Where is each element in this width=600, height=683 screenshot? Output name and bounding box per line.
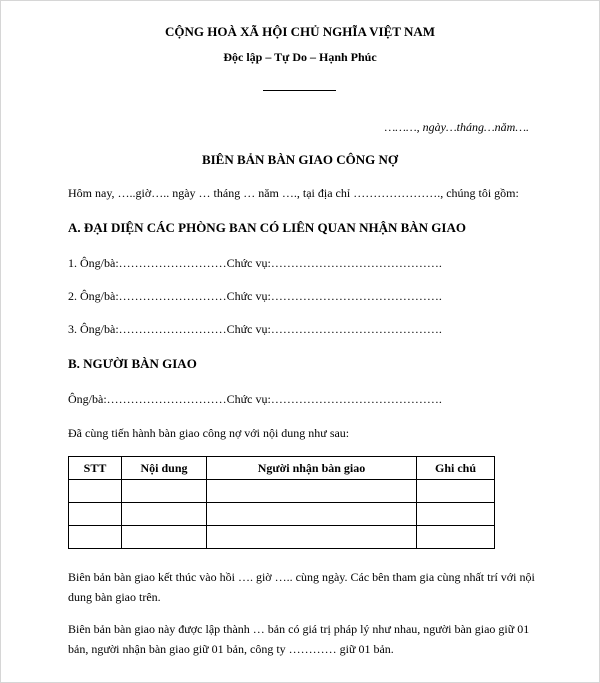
table-cell: [122, 480, 207, 503]
closing-line: Biên bản bàn giao này được lập thành … bản có giá trị pháp lý như nhau, người bàn giao giữ 01: [68, 622, 530, 636]
representative-line: 2. Ông/bà:………………………Chức vụ:…………………………………….: [68, 289, 442, 303]
table-cell: [69, 526, 122, 549]
table-cell: [69, 480, 122, 503]
table-row: [69, 526, 495, 549]
table-cell: [122, 503, 207, 526]
national-motto: Độc lập – Tự Do – Hạnh Phúc: [223, 50, 377, 64]
table-cell: [207, 480, 417, 503]
table-cell: [122, 526, 207, 549]
column-header-stt: STT: [69, 457, 122, 480]
handover-person-line: Ông/bà:…………………………Chức vụ:…………………………………….: [68, 392, 442, 406]
table-row: [69, 480, 495, 503]
table-cell: [69, 503, 122, 526]
table-header-row: [69, 457, 495, 480]
table-cell: [207, 503, 417, 526]
national-title: CỘNG HOÀ XÃ HỘI CHỦ NGHĨA VIỆT NAM: [164, 24, 436, 39]
table-cell: [417, 526, 495, 549]
document-title: BIÊN BẢN BÀN GIAO CÔNG NỢ: [201, 152, 399, 167]
closing-line: dung bàn giao trên.: [68, 590, 161, 604]
table-cell: [417, 480, 495, 503]
section-b-heading: B. NGƯỜI BÀN GIAO: [68, 356, 197, 371]
representative-line: 3. Ông/bà:………………………Chức vụ:…………………………………….: [68, 322, 442, 336]
table-cell: [417, 503, 495, 526]
table-row: [69, 503, 495, 526]
content-intro: Đã cùng tiến hành bàn giao công nợ với nội dung như sau:: [68, 426, 350, 440]
date-line: ………, ngày…tháng…năm….: [384, 120, 529, 134]
column-header-notes: Ghi chú: [417, 457, 495, 480]
closing-line: bản, người nhận bàn giao giữ 01 bản, công ty ………… giữ 01 bản.: [68, 642, 394, 656]
motto-underline: [263, 90, 336, 91]
column-header-content: Nội dung: [122, 457, 207, 480]
handover-table: [68, 456, 495, 549]
table-cell: [207, 526, 417, 549]
column-header-recipient: Người nhận bàn giao: [207, 457, 417, 480]
representative-line: 1. Ông/bà:………………………Chức vụ:…………………………………….: [68, 256, 442, 270]
section-a-heading: A. ĐẠI DIỆN CÁC PHÒNG BAN CÓ LIÊN QUAN NHẬN BÀN GIAO: [68, 220, 466, 235]
intro-line: Hôm nay, …..giờ….. ngày … tháng … năm …., tại địa chỉ …………………., chúng tôi gồm:: [68, 186, 519, 200]
closing-line: Biên bản bàn giao kết thúc vào hồi …. giờ ….. cùng ngày. Các bên tham gia cùng nhất trí với nội: [68, 570, 535, 584]
